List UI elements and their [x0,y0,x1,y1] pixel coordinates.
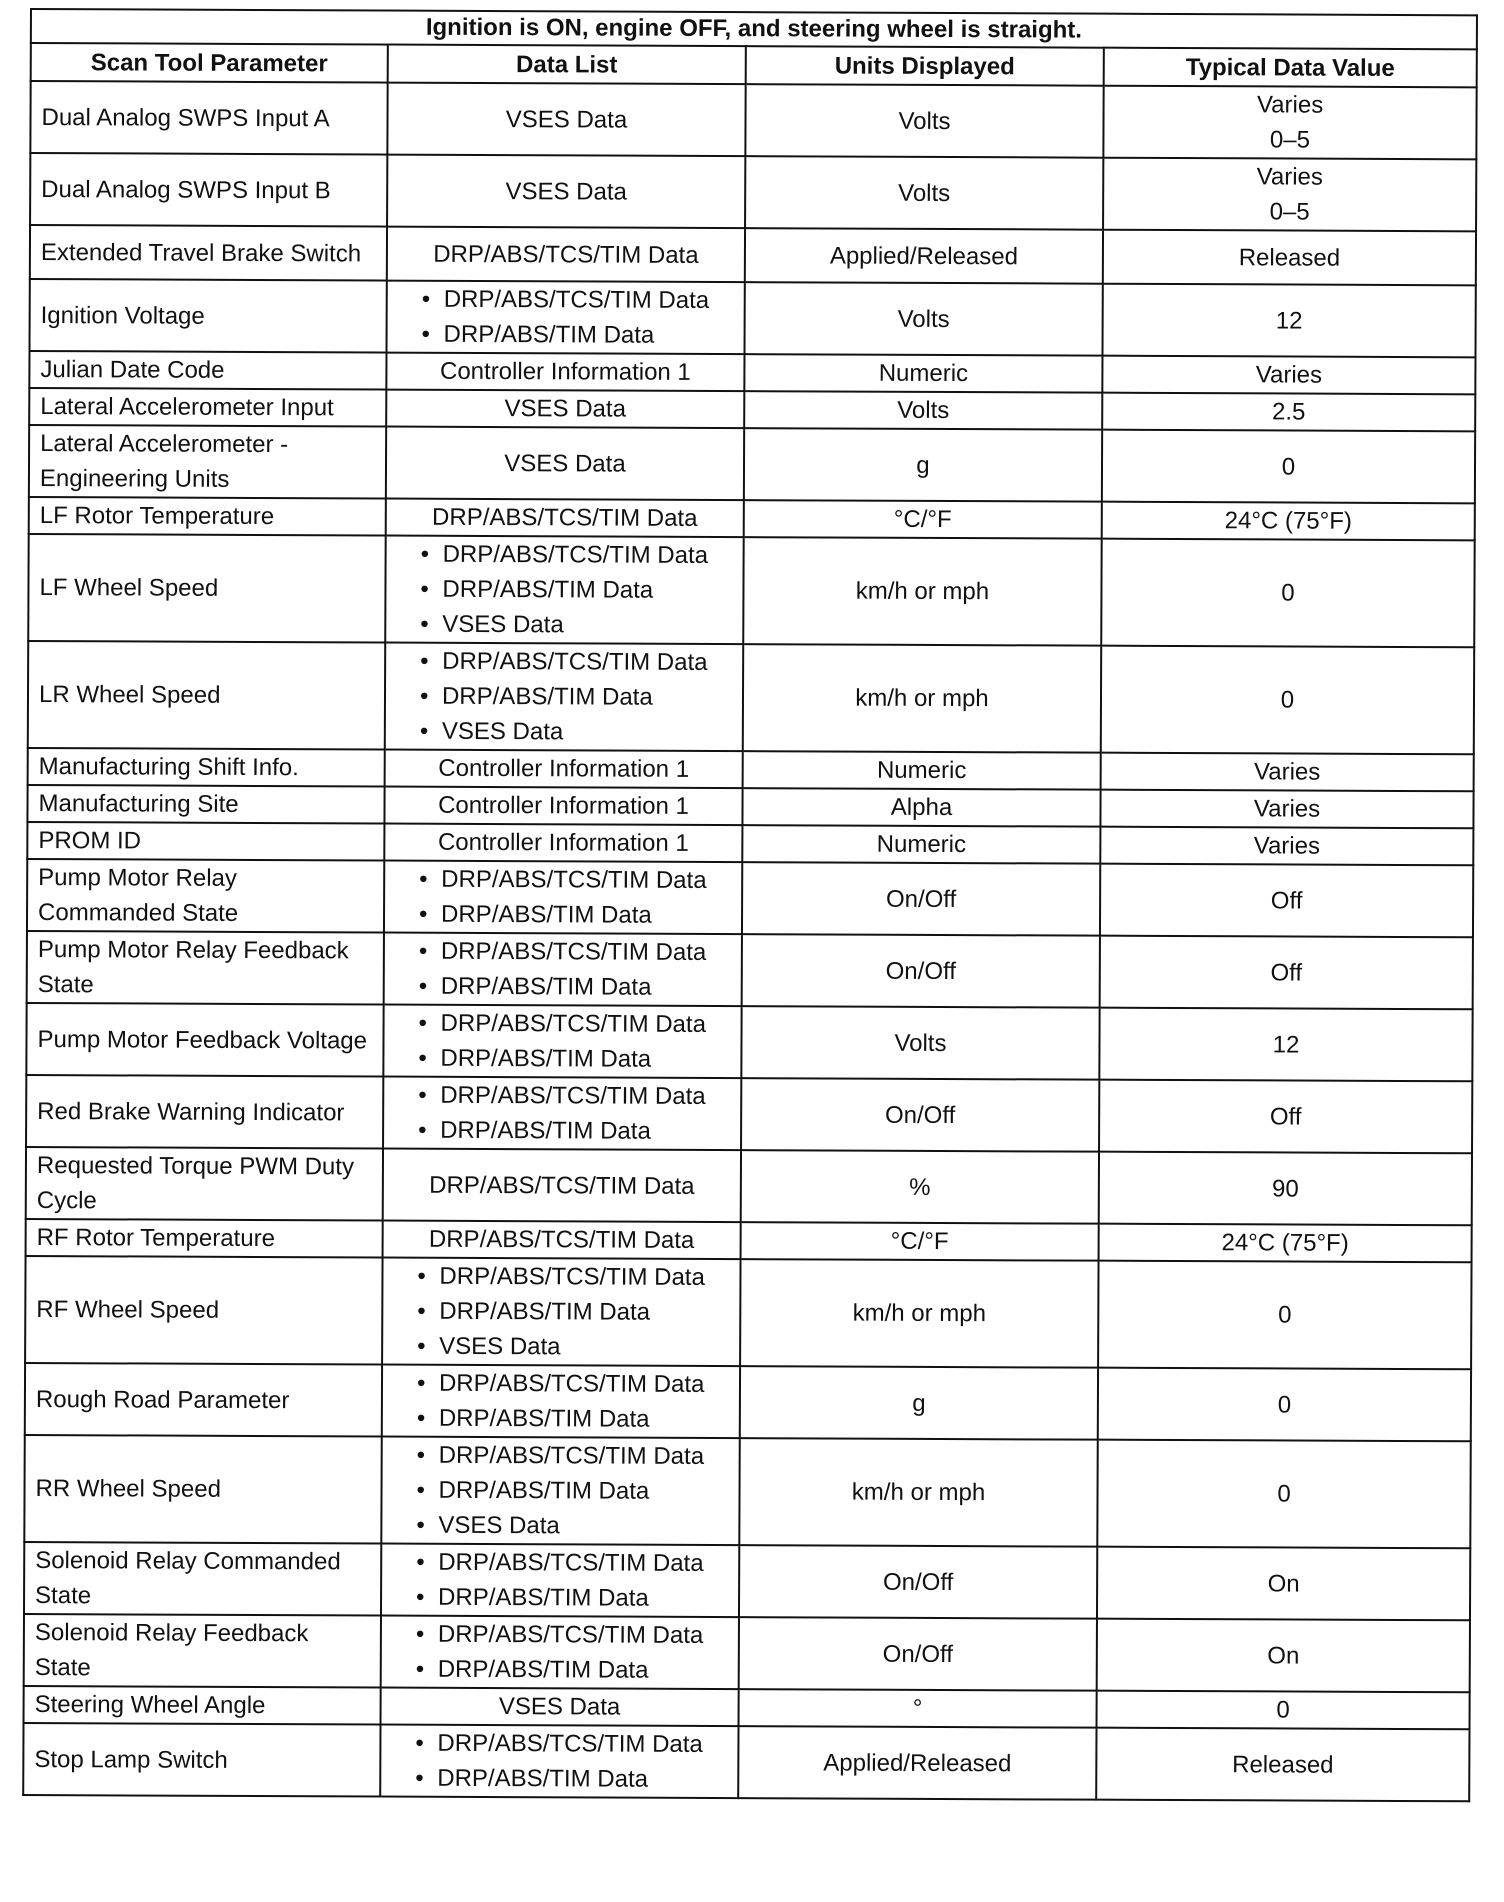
units-cell: Numeric [744,354,1102,393]
table-row [29,351,1475,394]
units-cell: km/h or mph [743,537,1101,646]
typical-value-line: Varies [1256,91,1324,119]
typical-value-line: 0 [1281,579,1295,607]
data-list-cell [382,1258,740,1367]
typical-value-cell [1102,284,1475,358]
data-list-bullets [392,1617,728,1688]
typical-value-cell [1099,1224,1472,1263]
parameter-cell: Extended Travel Brake Switch [30,225,387,281]
units-cell: On/Off [742,934,1100,1008]
parameter-cell: Pump Motor Relay Commanded State [27,859,384,933]
typical-value-line: 0 [1276,1696,1290,1724]
units-cell: g [740,1366,1098,1440]
data-list-item: • DRP/ABS/TCS/TIM Data [415,1726,727,1762]
typical-value-cell [1103,158,1476,232]
typical-value-cell [1103,230,1476,286]
parameter-cell: Pump Motor Feedback Voltage [26,1003,383,1077]
data-list-item: • DRP/ABS/TIM Data [416,1580,728,1616]
units-cell: ° [739,1689,1097,1728]
table-row [27,931,1473,1009]
data-list-cell [380,1725,738,1799]
typical-value-cell [1097,1619,1470,1693]
table-row [26,1219,1472,1262]
data-list-bullets [391,1726,727,1797]
parameter-cell: Dual Analog SWPS Input A [30,81,387,155]
table-row [25,1256,1471,1369]
table-row [30,279,1476,357]
typical-value-line: Released [1238,243,1341,272]
data-list-cell [386,281,744,355]
parameter-cell: Stop Lamp Switch [23,1723,380,1797]
typical-value-line: Released [1232,1750,1334,1779]
typical-value-cell [1097,1691,1470,1730]
table-row [29,497,1475,540]
data-list-cell [382,1365,740,1439]
parameter-cell: Lateral Accelerometer Input [29,388,386,427]
units-cell: Applied/Released [745,228,1103,284]
units-cell: km/h or mph [743,644,1101,753]
data-list-cell [381,1616,739,1690]
typical-value-cell [1102,356,1475,395]
header-data-list: Data List [388,45,746,85]
typical-value-cell [1102,393,1475,432]
data-list-item: • DRP/ABS/TIM Data [417,1294,729,1330]
units-cell: On/Off [739,1617,1097,1691]
units-cell: Applied/Released [738,1726,1096,1800]
parameter-cell: Manufacturing Shift Info. [28,748,385,787]
data-list-bullets [396,537,732,643]
typical-value-cell [1100,827,1473,866]
data-list-item: • DRP/ABS/TCS/TIM Data [420,644,732,680]
units-cell: Volts [745,156,1103,230]
units-cell: On/Off [739,1545,1097,1619]
parameter-cell: RF Rotor Temperature [26,1219,383,1258]
data-list-cell: Controller Information 1 [386,353,744,392]
table-row [28,641,1474,754]
parameter-cell: Julian Date Code [29,351,386,390]
typical-value-cell [1099,1080,1472,1154]
data-list-item: • DRP/ABS/TCS/TIM Data [417,1259,729,1295]
units-cell: g [744,428,1102,502]
data-list-bullets [396,644,732,750]
table-row [24,1435,1470,1548]
units-cell: °C/°F [744,500,1102,539]
typical-value-line: 2.5 [1272,398,1306,426]
parameter-cell: LF Rotor Temperature [29,497,386,536]
table-row [30,225,1476,285]
data-list-item: • VSES Data [420,714,732,750]
typical-value-cell [1100,936,1473,1010]
typical-value-line: 12 [1272,1030,1300,1059]
data-list-cell [381,1544,739,1618]
parameter-cell: Pump Motor Relay Feedback State [27,931,384,1005]
data-list-item: • DRP/ABS/TIM Data [419,897,731,933]
typical-value-cell [1100,864,1473,938]
data-list-item: • DRP/ABS/TCS/TIM Data [417,1366,729,1402]
data-list-cell [384,861,742,935]
typical-value-line: Varies [1255,361,1323,389]
typical-value-line: On [1267,1569,1300,1598]
data-list-bullets [398,282,734,353]
table-row [24,1686,1470,1729]
data-list-item: • DRP/ABS/TIM Data [417,1401,729,1437]
typical-value-line: 0 [1281,452,1296,481]
parameter-cell: LF Wheel Speed [28,534,385,643]
parameter-cell: LR Wheel Speed [28,641,385,750]
typical-value-line: Varies [1256,163,1323,191]
data-list-cell [381,1437,739,1546]
typical-value-line: 0–5 [1269,198,1310,226]
parameter-cell: Red Brake Warning Indicator [26,1075,383,1149]
typical-value-line: 12 [1275,306,1303,335]
table-row [30,153,1476,231]
units-cell: km/h or mph [740,1259,1098,1368]
typical-value-cell [1100,790,1473,829]
data-list-item: • DRP/ABS/TIM Data [415,1761,727,1797]
units-cell: On/Off [742,862,1100,936]
data-list-cell [385,643,743,752]
typical-value-cell [1098,1368,1471,1442]
units-cell: Alpha [742,788,1100,827]
parameter-cell: PROM ID [27,822,384,861]
typical-value-cell [1099,1152,1472,1226]
data-list-item: • DRP/ABS/TCS/TIM Data [419,862,731,898]
table-row [29,388,1475,431]
typical-value-cell [1102,502,1475,541]
parameter-cell: RR Wheel Speed [24,1435,381,1544]
units-cell: Numeric [742,825,1100,864]
data-list-item: • DRP/ABS/TCS/TIM Data [418,1006,730,1042]
typical-value-line: 0 [1278,1301,1292,1329]
typical-value-line: Varies [1253,795,1321,823]
column-header-row [31,43,1477,87]
data-list-cell: VSES Data [386,427,744,501]
units-cell: Volts [744,391,1102,430]
table-row [28,748,1474,791]
typical-value-line: Varies [1254,758,1321,786]
table-row [28,534,1474,647]
data-list-bullets [395,934,731,1005]
parameter-cell: RF Wheel Speed [25,1256,382,1365]
header-typical-data-value: Typical Data Value [1104,48,1477,88]
data-list-item: • DRP/ABS/TCS/TIM Data [422,282,734,318]
units-cell: Numeric [743,751,1101,790]
data-list-item: • DRP/ABS/TIM Data [422,317,734,353]
typical-value-line: 0 [1280,686,1295,714]
typical-value-line: 0–5 [1269,126,1311,154]
typical-value-line: Off [1270,958,1303,987]
parameter-cell: Solenoid Relay Commanded State [24,1542,381,1616]
units-cell: On/Off [741,1078,1099,1152]
parameter-cell: Lateral Accelerometer - Engineering Units [29,425,386,499]
data-list-bullets [392,1438,728,1544]
data-list-cell [383,1077,741,1151]
typical-value-cell [1096,1728,1469,1802]
units-cell: °C/°F [741,1222,1099,1261]
data-list-bullets [392,1545,728,1616]
data-list-cell [383,1005,741,1079]
parameter-cell: Requested Torque PWM Duty Cycle [26,1147,383,1221]
typical-value-line: 24°C (75°F) [1221,1229,1349,1257]
data-list-item: • VSES Data [416,1508,728,1544]
data-list-item: • DRP/ABS/TIM Data [418,1113,730,1149]
table-row [27,785,1473,828]
data-list-cell: Controller Information 1 [385,750,743,789]
data-list-cell: DRP/ABS/TCS/TIM Data [383,1221,741,1260]
table-row [30,81,1476,159]
typical-value-line: Off [1269,1102,1302,1131]
typical-value-cell [1098,1261,1471,1370]
data-list-item: • DRP/ABS/TIM Data [418,1041,730,1077]
typical-value-line: 0 [1277,1390,1292,1419]
table-body [23,81,1476,1801]
table-row [27,822,1473,865]
units-cell: % [741,1150,1099,1224]
table-row [27,859,1473,937]
data-list-cell: DRP/ABS/TCS/TIM Data [387,227,745,283]
typical-value-line: On [1267,1641,1300,1670]
data-list-item: • DRP/ABS/TCS/TIM Data [421,537,733,573]
parameter-cell: Solenoid Relay Feedback State [24,1614,381,1688]
typical-value-cell [1101,646,1474,755]
table-row [29,425,1475,503]
data-list-cell: VSES Data [387,83,745,157]
table-row [25,1363,1471,1441]
typical-value-cell [1102,430,1475,504]
table-row [26,1075,1472,1153]
table-row [23,1723,1469,1801]
typical-value-cell [1101,539,1474,648]
data-list-cell [384,933,742,1007]
units-cell: Volts [741,1006,1099,1080]
data-list-cell: DRP/ABS/TCS/TIM Data [386,499,744,538]
typical-value-cell [1103,86,1476,160]
typical-value-line: Varies [1253,832,1321,860]
typical-value-cell [1101,753,1474,792]
data-list-cell: Controller Information 1 [384,824,742,863]
data-list-item: • DRP/ABS/TIM Data [420,679,732,715]
typical-value-line: 90 [1271,1174,1299,1203]
parameter-cell: Dual Analog SWPS Input B [30,153,387,227]
data-list-cell: VSES Data [387,155,745,229]
table-banner: Ignition is ON, engine OFF, and steering wheel is straight. [31,9,1477,49]
scan-tool-data-table [22,8,1478,1802]
typical-value-cell [1097,1547,1470,1621]
data-list-item: • DRP/ABS/TCS/TIM Data [419,934,731,970]
data-list-bullets [393,1259,729,1365]
header-scan-tool-parameter: Scan Tool Parameter [31,43,388,83]
typical-value-cell [1097,1440,1470,1549]
table-row [24,1614,1470,1692]
typical-value-line: 24°C (75°F) [1224,507,1352,535]
data-list-item: • VSES Data [420,607,732,643]
units-cell: km/h or mph [739,1438,1097,1547]
typical-value-cell [1099,1008,1472,1082]
data-list-item: • DRP/ABS/TCS/TIM Data [418,1078,730,1114]
data-list-item: • DRP/ABS/TIM Data [419,969,731,1005]
data-list-item: • DRP/ABS/TIM Data [416,1652,728,1688]
table-row [26,1003,1472,1081]
typical-value-line: Off [1270,886,1303,915]
data-list-bullets [393,1366,729,1437]
table-row [26,1147,1472,1225]
data-list-cell: DRP/ABS/TCS/TIM Data [383,1149,741,1223]
parameter-cell: Ignition Voltage [30,279,387,353]
parameter-cell: Rough Road Parameter [25,1363,382,1437]
typical-value-line: 0 [1277,1480,1291,1508]
data-list-item: • DRP/ABS/TCS/TIM Data [416,1617,728,1653]
data-list-bullets [395,862,731,933]
data-list-cell: VSES Data [386,390,744,429]
units-cell: Volts [745,84,1103,158]
data-list-bullets [394,1006,730,1077]
data-list-bullets [394,1078,730,1149]
units-cell: Volts [744,282,1102,356]
table-row [24,1542,1470,1620]
data-list-item: • DRP/ABS/TCS/TIM Data [416,1545,728,1581]
parameter-cell: Steering Wheel Angle [24,1686,381,1725]
data-list-cell: Controller Information 1 [384,787,742,826]
data-list-item: • DRP/ABS/TCS/TIM Data [417,1438,729,1474]
data-list-cell [385,536,743,645]
header-units-displayed: Units Displayed [746,46,1104,86]
data-list-item: • DRP/ABS/TIM Data [420,572,732,608]
parameter-cell: Manufacturing Site [27,785,384,824]
data-list-cell: VSES Data [381,1688,739,1727]
data-list-item: • DRP/ABS/TIM Data [416,1473,728,1509]
data-list-item: • VSES Data [417,1329,729,1365]
